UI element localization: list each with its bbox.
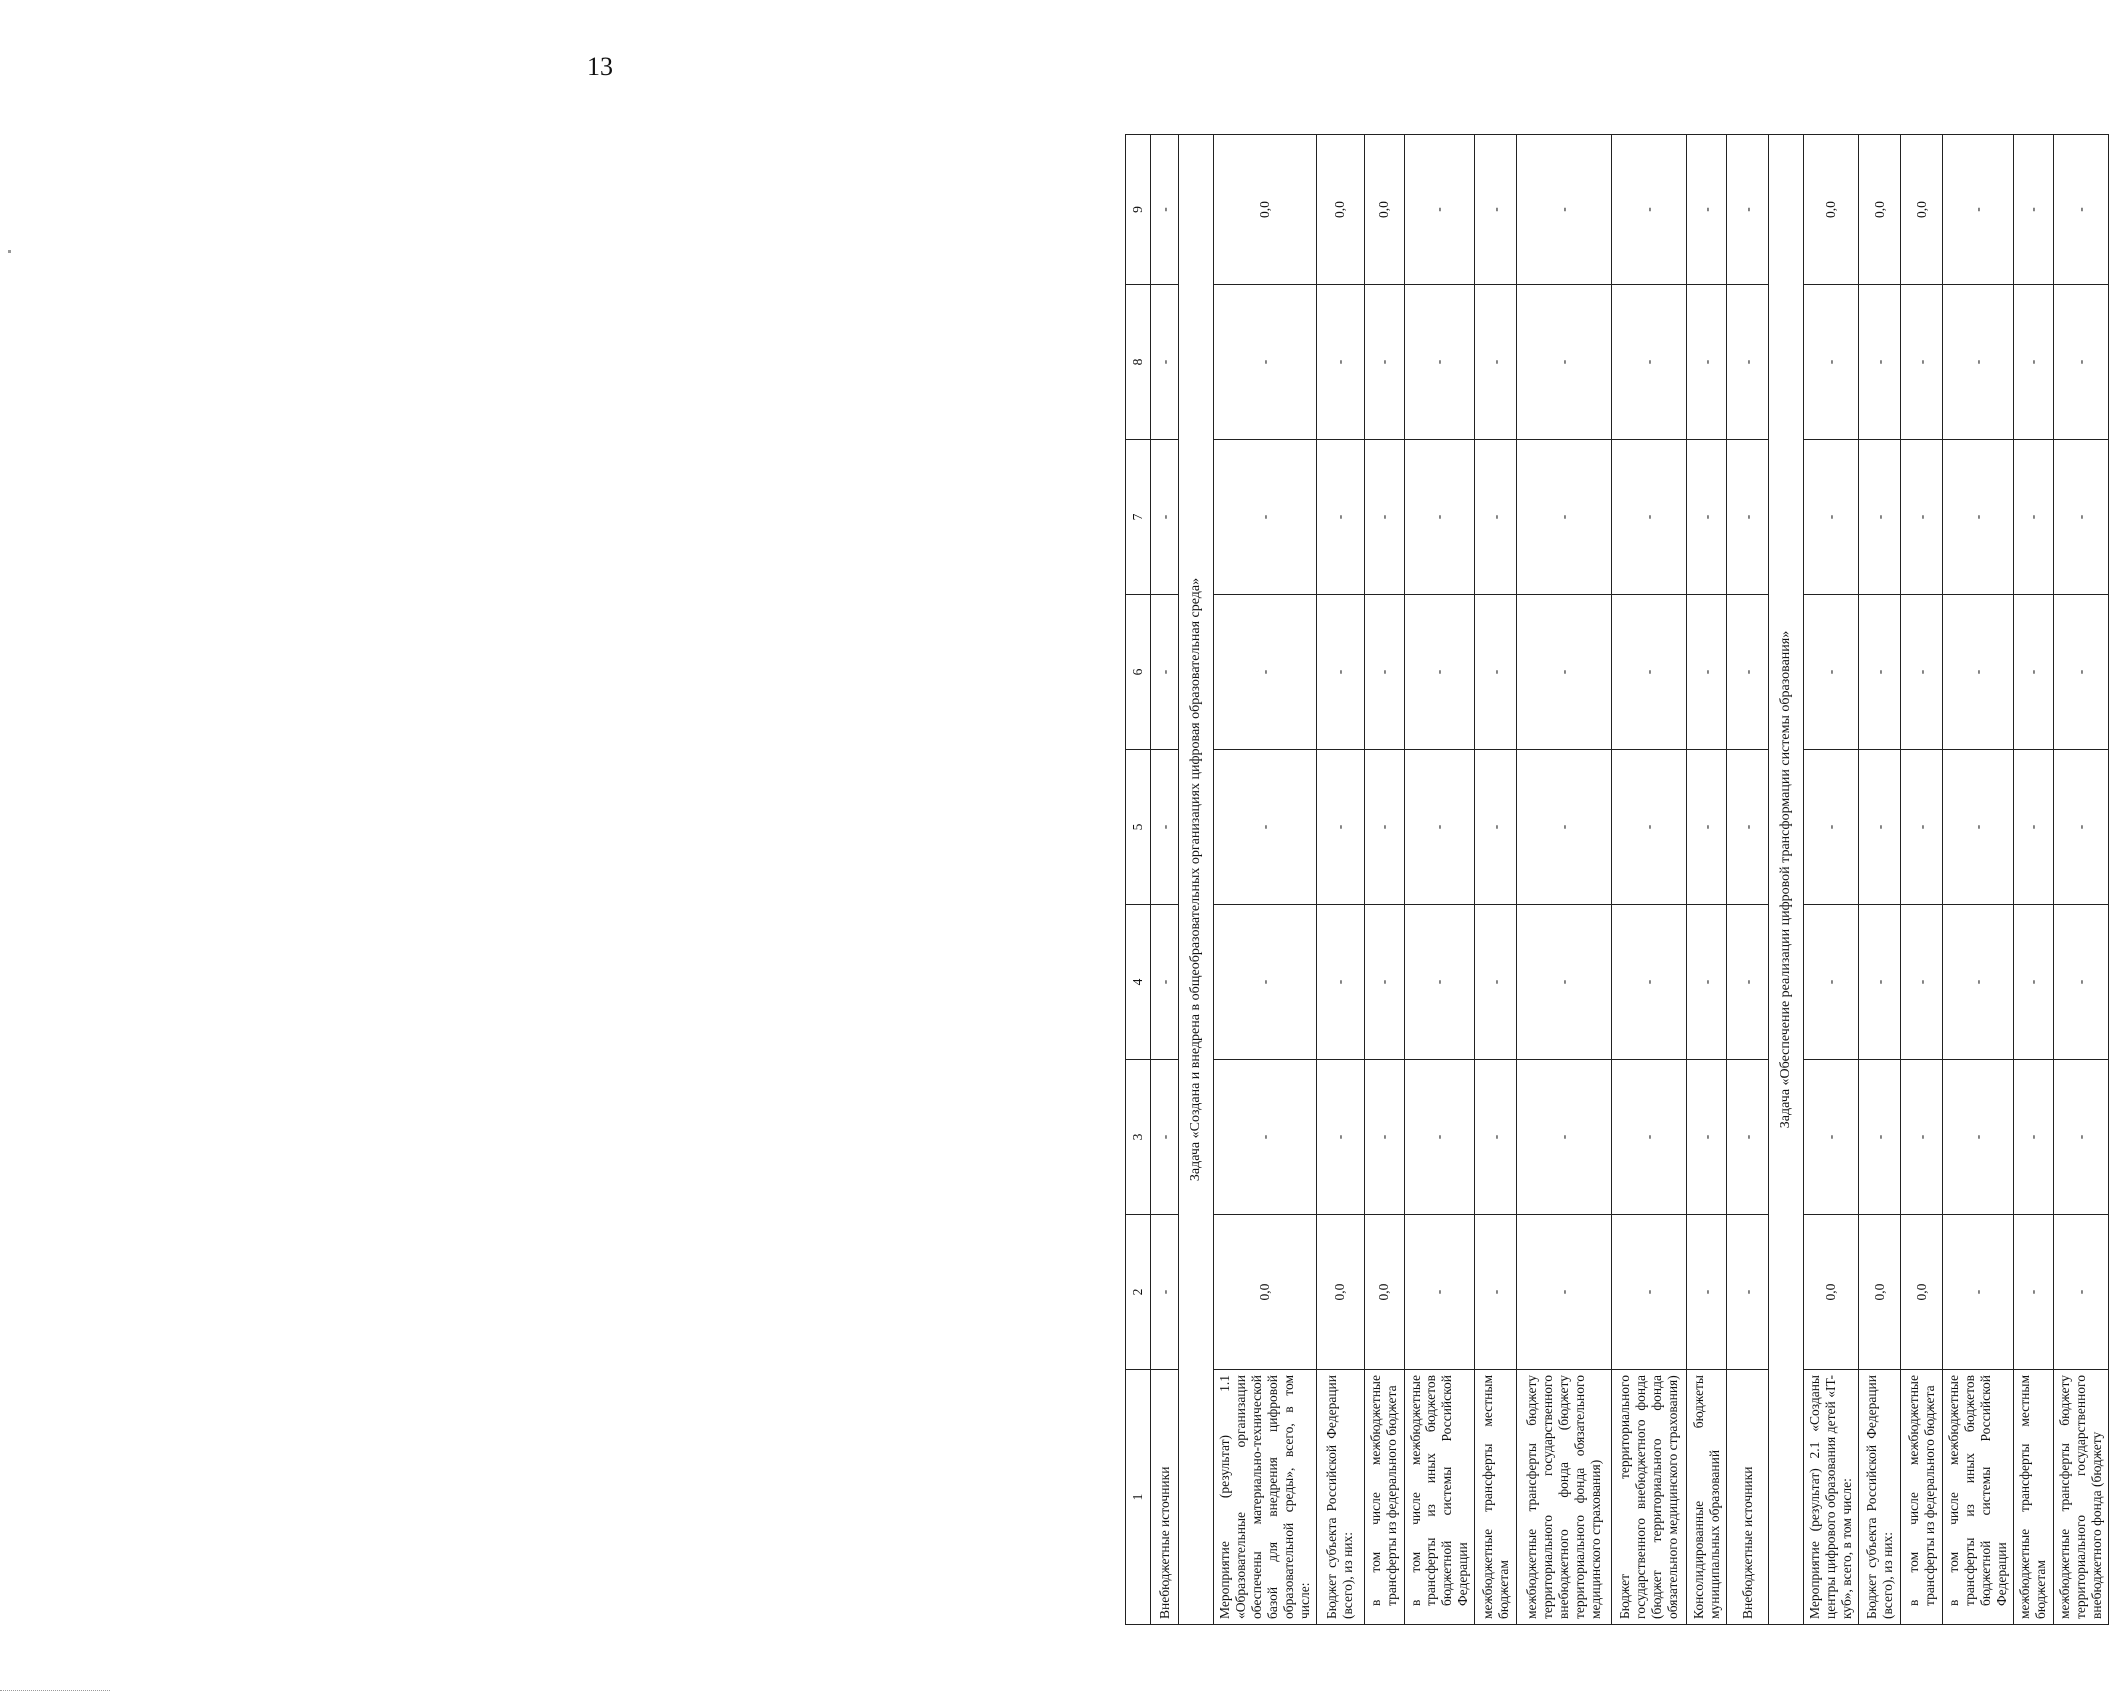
value-cell-col-5: - — [1804, 750, 1859, 905]
value-cell-col-4: - — [1901, 905, 1943, 1060]
value-cell-col-2: 0,0 — [1214, 1215, 1317, 1370]
table-row — [1404, 135, 1475, 1625]
value-cell-col-8: - — [1943, 285, 2014, 440]
value-cell-col-8: - — [1151, 285, 1179, 440]
value-cell-col-8: - — [1316, 285, 1364, 440]
column-number-8: 8 — [1126, 285, 1151, 440]
value-cell-col-4: - — [1475, 905, 1517, 1060]
row-label: межбюджетные трансферты бюджету территориального государственного внебюджетного фонда (бюджету территориального фонда обязательного медицинского страхования) — [1517, 1370, 1612, 1625]
value-cell-col-5: - — [1364, 750, 1404, 905]
value-cell-col-5: - — [1316, 750, 1364, 905]
value-cell-col-2: 0,0 — [1804, 1215, 1859, 1370]
value-cell-col-8: - — [1901, 285, 1943, 440]
value-cell-col-2: - — [1687, 1215, 1727, 1370]
table-row — [1517, 135, 1612, 1625]
value-cell-col-9: 0,0 — [1901, 135, 1943, 285]
row-label: межбюджетные трансферты местным бюджетам — [1475, 1370, 1517, 1625]
value-cell-col-5: - — [1687, 750, 1727, 905]
value-cell-col-4: - — [1727, 905, 1769, 1060]
value-cell-col-6: - — [1804, 595, 1859, 750]
value-cell-col-5: - — [1151, 750, 1179, 905]
value-cell-col-2: 0,0 — [1364, 1215, 1404, 1370]
value-cell-col-9: 0,0 — [1316, 135, 1364, 285]
value-cell-col-4: - — [2013, 905, 2053, 1060]
value-cell-col-8: - — [1475, 285, 1517, 440]
value-cell-col-5: - — [1859, 750, 1901, 905]
value-cell-col-2: - — [2053, 1215, 2108, 1370]
value-cell-col-7: - — [2013, 440, 2053, 595]
value-cell-col-9: - — [1475, 135, 1517, 285]
value-cell-col-6: - — [1612, 595, 1687, 750]
value-cell-col-7: - — [1727, 440, 1769, 595]
value-cell-col-6: - — [1316, 595, 1364, 750]
value-cell-col-6: - — [1859, 595, 1901, 750]
value-cell-col-9: - — [1151, 135, 1179, 285]
value-cell-col-4: - — [1364, 905, 1404, 1060]
value-cell-col-3: - — [1943, 1060, 2014, 1215]
value-cell-col-3: - — [1404, 1060, 1475, 1215]
value-cell-col-6: - — [1943, 595, 2014, 750]
value-cell-col-9: - — [2053, 135, 2108, 285]
value-cell-col-5: - — [1612, 750, 1687, 905]
row-label: в том числе межбюджетные трансферты из иных бюджетов бюджетной системы Российской Федерации — [1943, 1370, 2014, 1625]
value-cell-col-6: - — [2013, 595, 2053, 750]
value-cell-col-4: - — [1517, 905, 1612, 1060]
scan-edge-mark — [0, 1690, 110, 1697]
rotated-table-wrapper — [1125, 135, 2104, 1625]
value-cell-col-2: 0,0 — [1859, 1215, 1901, 1370]
row-label: межбюджетные трансферты бюджету территориального государственного внебюджетного фонда (бюджету — [2053, 1370, 2108, 1625]
value-cell-col-7: - — [1804, 440, 1859, 595]
value-cell-col-8: - — [1404, 285, 1475, 440]
value-cell-col-4: - — [1804, 905, 1859, 1060]
column-number-2: 2 — [1126, 1215, 1151, 1370]
table-row — [1214, 135, 1317, 1625]
table-row — [1901, 135, 1943, 1625]
value-cell-col-6: - — [1727, 595, 1769, 750]
value-cell-col-8: - — [1859, 285, 1901, 440]
value-cell-col-9: - — [1404, 135, 1475, 285]
value-cell-col-8: - — [1612, 285, 1687, 440]
value-cell-col-5: - — [1517, 750, 1612, 905]
value-cell-col-9: - — [1687, 135, 1727, 285]
value-cell-col-7: - — [1612, 440, 1687, 595]
task-title: Задача «Создана и внедрена в общеобразовательных организациях цифровая образовательная среда» — [1179, 135, 1214, 1625]
value-cell-col-5: - — [1404, 750, 1475, 905]
value-cell-col-3: - — [1151, 1060, 1179, 1215]
value-cell-col-4: - — [1151, 905, 1179, 1060]
value-cell-col-4: - — [1687, 905, 1727, 1060]
value-cell-col-9: 0,0 — [1364, 135, 1404, 285]
table-row — [1475, 135, 1517, 1625]
value-cell-col-9: - — [1943, 135, 2014, 285]
value-cell-col-5: - — [2053, 750, 2108, 905]
value-cell-col-2: - — [1943, 1215, 2014, 1370]
value-cell-col-5: - — [1727, 750, 1769, 905]
value-cell-col-2: 0,0 — [1901, 1215, 1943, 1370]
row-label: Бюджет субъекта Российской Федерации (всего), из них: — [1316, 1370, 1364, 1625]
value-cell-col-2: - — [1475, 1215, 1517, 1370]
value-cell-col-4: - — [1316, 905, 1364, 1060]
value-cell-col-3: - — [1612, 1060, 1687, 1215]
column-number-6: 6 — [1126, 595, 1151, 750]
value-cell-col-6: - — [1214, 595, 1317, 750]
value-cell-col-3: - — [1214, 1060, 1317, 1215]
table-row — [1316, 135, 1364, 1625]
value-cell-col-4: - — [1859, 905, 1901, 1060]
value-cell-col-2: - — [1612, 1215, 1687, 1370]
value-cell-col-6: - — [1517, 595, 1612, 750]
value-cell-col-6: - — [1404, 595, 1475, 750]
value-cell-col-3: - — [1859, 1060, 1901, 1215]
row-label: Бюджет субъекта Российской Федерации (всего), из них: — [1859, 1370, 1901, 1625]
value-cell-col-6: - — [1687, 595, 1727, 750]
value-cell-col-9: 0,0 — [1804, 135, 1859, 285]
value-cell-col-3: - — [1727, 1060, 1769, 1215]
value-cell-col-7: - — [1316, 440, 1364, 595]
table-row — [1943, 135, 2014, 1625]
value-cell-col-6: - — [1151, 595, 1179, 750]
value-cell-col-2: 0,0 — [1316, 1215, 1364, 1370]
value-cell-col-8: - — [1517, 285, 1612, 440]
table-row — [1804, 135, 1859, 1625]
value-cell-col-4: - — [1404, 905, 1475, 1060]
value-cell-col-8: - — [1687, 285, 1727, 440]
value-cell-col-7: - — [2053, 440, 2108, 595]
value-cell-col-4: - — [1943, 905, 2014, 1060]
table-row — [2013, 135, 2053, 1625]
value-cell-col-3: - — [2013, 1060, 2053, 1215]
column-number-9: 9 — [1126, 135, 1151, 285]
value-cell-col-2: - — [2013, 1215, 2053, 1370]
value-cell-col-7: - — [1859, 440, 1901, 595]
value-cell-col-9: - — [1612, 135, 1687, 285]
row-label: Внебюджетные источники — [1727, 1370, 1769, 1625]
value-cell-col-3: - — [1475, 1060, 1517, 1215]
value-cell-col-8: - — [1214, 285, 1317, 440]
table-row — [1687, 135, 1727, 1625]
value-cell-col-7: - — [1517, 440, 1612, 595]
row-label: Мероприятие (результат) 1.1 «Образовательные организации обеспечены материально-технической базой для внедрения цифровой образовательной среды», всего, в том числе: — [1214, 1370, 1317, 1625]
row-label: межбюджетные трансферты местным бюджетам — [2013, 1370, 2053, 1625]
value-cell-col-7: - — [1404, 440, 1475, 595]
value-cell-col-2: - — [1727, 1215, 1769, 1370]
value-cell-col-5: - — [1214, 750, 1317, 905]
value-cell-col-3: - — [1517, 1060, 1612, 1215]
task-title: Задача «Обеспечение реализации цифровой трансформации системы образования» — [1769, 135, 1804, 1625]
table-row — [1612, 135, 1687, 1625]
value-cell-col-4: - — [2053, 905, 2108, 1060]
financing-table — [1125, 134, 2109, 1625]
column-number-7: 7 — [1126, 440, 1151, 595]
value-cell-col-8: - — [1364, 285, 1404, 440]
value-cell-col-5: - — [1901, 750, 1943, 905]
value-cell-col-9: - — [1517, 135, 1612, 285]
value-cell-col-3: - — [1316, 1060, 1364, 1215]
value-cell-col-7: - — [1364, 440, 1404, 595]
value-cell-col-5: - — [1475, 750, 1517, 905]
value-cell-col-3: - — [1804, 1060, 1859, 1215]
row-label: Внебюджетные источники — [1151, 1370, 1179, 1625]
row-label: в том числе межбюджетные трансферты из федерального бюджета — [1364, 1370, 1404, 1625]
column-number-1: 1 — [1126, 1370, 1151, 1625]
value-cell-col-9: 0,0 — [1859, 135, 1901, 285]
value-cell-col-8: - — [2053, 285, 2108, 440]
value-cell-col-7: - — [1475, 440, 1517, 595]
value-cell-col-7: - — [1687, 440, 1727, 595]
column-number-4: 4 — [1126, 905, 1151, 1060]
value-cell-col-9: - — [2013, 135, 2053, 285]
value-cell-col-3: - — [2053, 1060, 2108, 1215]
value-cell-col-6: - — [1475, 595, 1517, 750]
value-cell-col-8: - — [1727, 285, 1769, 440]
table-row — [1364, 135, 1404, 1625]
value-cell-col-6: - — [1901, 595, 1943, 750]
column-number-3: 3 — [1126, 1060, 1151, 1215]
value-cell-col-8: - — [1804, 285, 1859, 440]
table-row — [1859, 135, 1901, 1625]
value-cell-col-2: - — [1517, 1215, 1612, 1370]
row-label: в том числе межбюджетные трансферты из иных бюджетов бюджетной системы Российской Федерации — [1404, 1370, 1475, 1625]
value-cell-col-3: - — [1364, 1060, 1404, 1215]
table-row — [1727, 135, 1769, 1625]
task-row — [1179, 135, 1214, 1625]
row-label: в том числе межбюджетные трансферты из федерального бюджета — [1901, 1370, 1943, 1625]
row-label: Бюджет территориального государственного внебюджетного фонда (бюджет территориального фонда обязательного медицинского страхования) — [1612, 1370, 1687, 1625]
scan-speck — [8, 250, 11, 253]
column-number-5: 5 — [1126, 750, 1151, 905]
value-cell-col-9: - — [1727, 135, 1769, 285]
value-cell-col-3: - — [1901, 1060, 1943, 1215]
page-number: 13 — [587, 52, 613, 81]
value-cell-col-4: - — [1612, 905, 1687, 1060]
task-row — [1769, 135, 1804, 1625]
value-cell-col-7: - — [1151, 440, 1179, 595]
value-cell-col-6: - — [2053, 595, 2108, 750]
value-cell-col-9: 0,0 — [1214, 135, 1317, 285]
value-cell-col-2: - — [1151, 1215, 1179, 1370]
value-cell-col-8: - — [2013, 285, 2053, 440]
row-label: Консолидированные бюджеты муниципальных образований — [1687, 1370, 1727, 1625]
row-label: Мероприятие (результат) 2.1 «Созданы центры цифрового образования детей «IT-куб», всего, в том числе: — [1804, 1370, 1859, 1625]
value-cell-col-7: - — [1214, 440, 1317, 595]
value-cell-col-7: - — [1943, 440, 2014, 595]
header-row — [1126, 135, 1151, 1625]
value-cell-col-2: - — [1404, 1215, 1475, 1370]
value-cell-col-5: - — [2013, 750, 2053, 905]
value-cell-col-7: - — [1901, 440, 1943, 595]
table-row — [2053, 135, 2108, 1625]
value-cell-col-4: - — [1214, 905, 1317, 1060]
value-cell-col-5: - — [1943, 750, 2014, 905]
table-row — [1151, 135, 1179, 1625]
value-cell-col-3: - — [1687, 1060, 1727, 1215]
value-cell-col-6: - — [1364, 595, 1404, 750]
